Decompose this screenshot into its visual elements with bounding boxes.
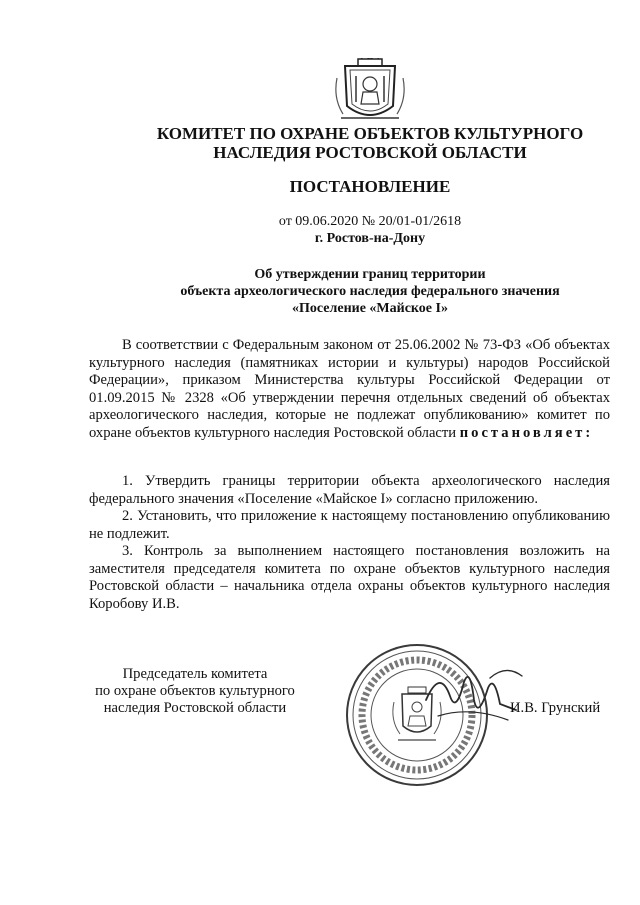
subject-line3: «Поселение «Майское I» — [292, 301, 448, 316]
signer-title-line1: Председатель комитета — [122, 666, 268, 682]
subject-line2: объекта археологического наследия федерального значения — [180, 284, 560, 299]
preamble-paragraph — [89, 337, 610, 442]
resolution-item-2: 2. Установить, что приложение к настоящему постановлению опубликованию не подлежит. — [89, 508, 610, 542]
organization-name-line2: НАСЛЕДИЯ РОСТОВСКОЙ ОБЛАСТИ — [213, 143, 527, 162]
resolution-item-3: 3. Контроль за выполнением настоящего постановления возложить на заместителя председателя комитета по охране объектов культурного наследия Ростовской области – начальника отдела охраны объектов культурного наследия Коробову И.В. — [89, 543, 610, 612]
coat-of-arms-icon — [333, 58, 407, 126]
preamble-text: В соответствии с Федеральным законом от 25.06.2002 № 73-ФЗ «Об объектах культурного наследия (памятниках истории и культуры) народов Российской Федерации», приказом Министерства культуры Российской Федерации от 01.09.2015 № 2328 «Об утверждении перечня отдельных сведений об объектах археологического наследия, которые не подлежат опубликованию» комитет по охране объектов культурного наследия Ростовской области — [89, 337, 610, 441]
document-type: ПОСТАНОВЛЕНИЕ — [289, 177, 451, 196]
document-date-number: от 09.06.2020 № 20/01-01/2618 — [278, 214, 462, 229]
signer-name: И.В. Грунский — [510, 700, 601, 716]
subject-line1: Об утверждении границ территории — [254, 267, 486, 282]
handwritten-signature-icon — [420, 660, 530, 730]
resolution-keyword: постановляет: — [459, 424, 594, 441]
signer-title-line2: по охране объектов культурного — [95, 683, 295, 699]
document-city: г. Ростов-на-Дону — [314, 231, 426, 246]
signer-title-line3: наследия Ростовской области — [103, 700, 287, 716]
resolution-item-1: 1. Утвердить границы территории объекта археологического наследия федерального значения «Поселение «Майское I» согласно приложению. — [89, 473, 610, 507]
organization-name-line1: КОМИТЕТ ПО ОХРАНЕ ОБЪЕКТОВ КУЛЬТУРНОГО — [156, 124, 584, 143]
